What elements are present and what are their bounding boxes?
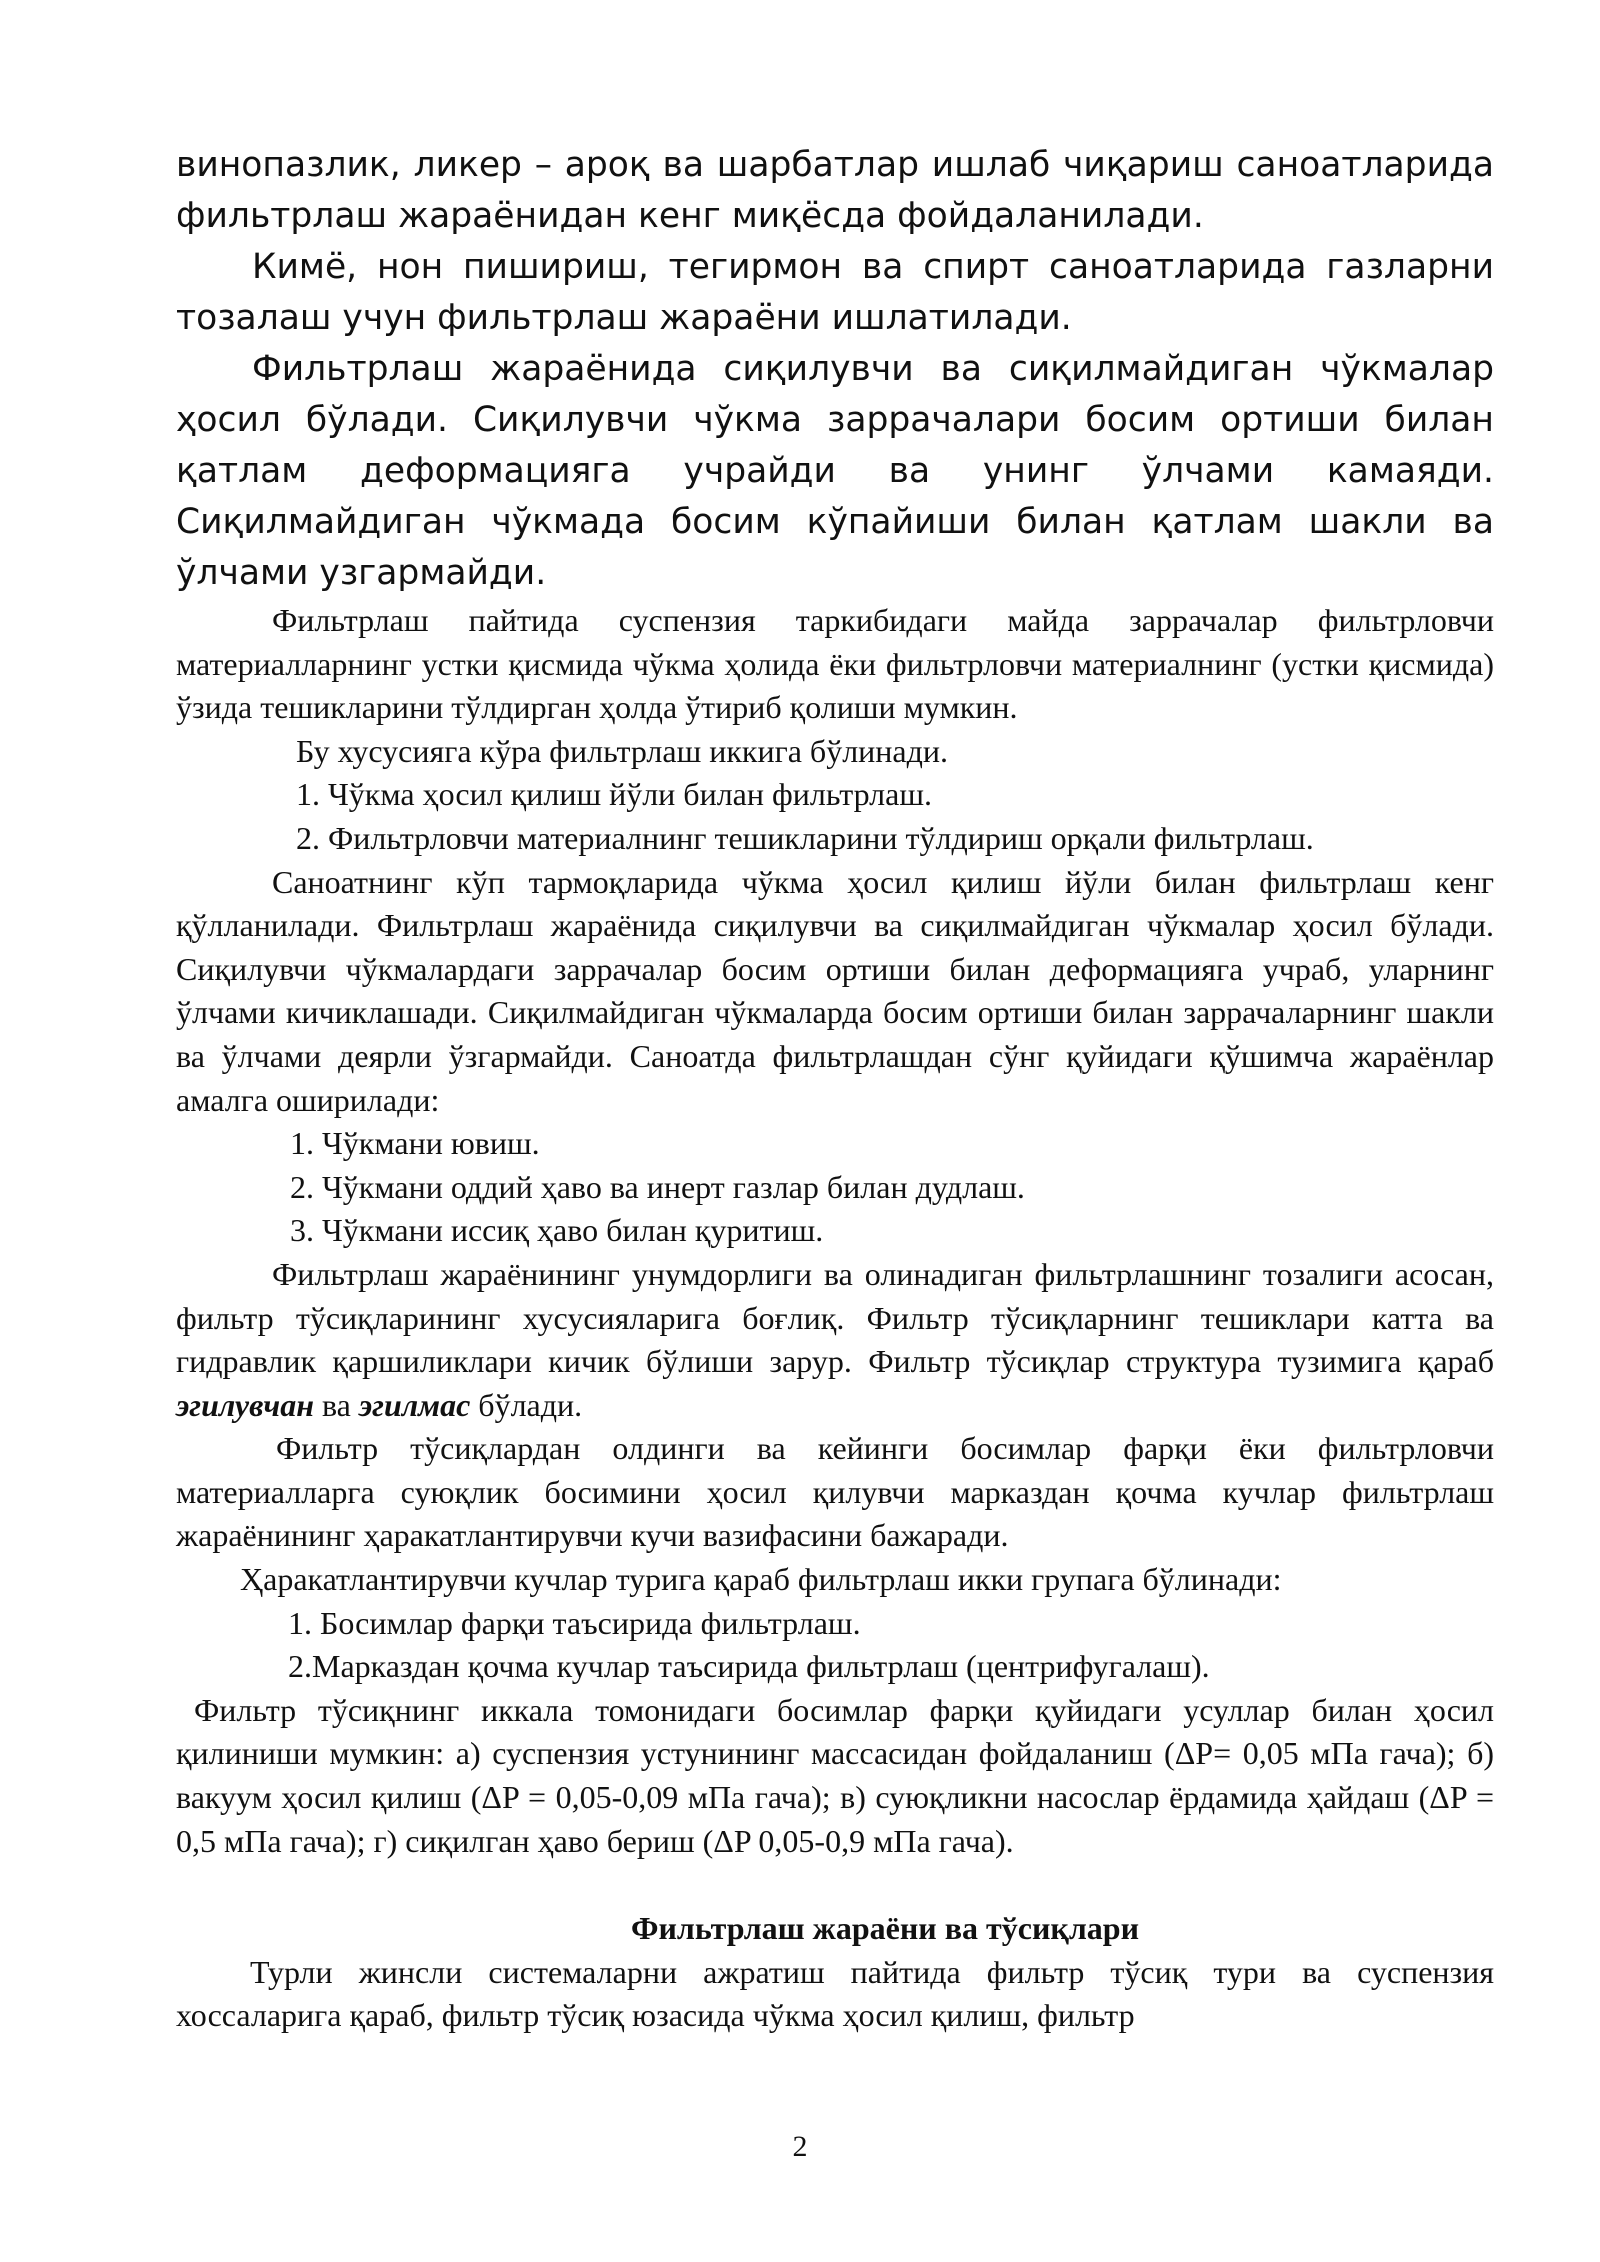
paragraph-pressure-methods: Фильтр тўсиқнинг иккала томонидаги босимлар фарқи қуйидаги усуллар билан ҳосил қилиниши мумкин: а) суспензия устунининг массасидан фойдаланиш (ΔP= 0,05 мПа гача); б) вакуум ҳосил қилиш (ΔP = 0,05-0,09 мПа гача); в) суюқликни насослар ёрдамида ҳайдаш (ΔP = 0,5 мПа гача); г) сиқилган ҳаво бериш (ΔP 0,05-0,9 мПа гача). [176,1691,1494,1859]
sans-section [176,140,1494,599]
paragraph-compressible-sediments: Фильтрлаш жараёнида сиқилувчи ва сиқилмайдиган чўкмалар ҳосил бўлади. Сиқилувчи чўкма заррачалари босим ортиши билан қатлам деформацияга учрайди ва унинг ўлчами камаяди. Сиқилмайдиган чўкмада босим кўпайиши билан қатлам шакли ва ўлчами узгармайди. [176,349,1494,593]
term-rigid: эгилмас [358,1386,471,1423]
paragraph-two-groups: Ҳаракатлантирувчи кучлар турига қараб фильтрлаш икки групага бўлинади: [240,1561,1282,1598]
document-page [176,140,1494,2038]
paragraph-winemaking: винопазлик, ликер – ароқ ва шарбатлар ишлаб чиқариш саноатларида фильтрлаш жараёнидан кенг миқёсда фойдаланилади. [176,145,1494,236]
paragraph-filtration-particles: Фильтрлаш пайтида суспензия таркибидаги майда заррачалар фильтрловчи материалларнинг устки қисмида чўкма ҳолида ёки фильтрловчи материалнинг (устки қисмида) ўзида тешикларини тўлдирган ҳолда ўтириб қолиши мумкин. [176,602,1494,726]
list-item: 1. Чўкма ҳосил қилиш йўли билан фильтрлаш. [296,776,932,813]
sentence-end: бўлади. [470,1386,583,1423]
term-flexible: эгилувчан [176,1386,314,1423]
list-item: 1. Босимлар фарқи таъсирида фильтрлаш. [288,1604,861,1641]
paragraph-gas-cleaning: Кимё, нон пишириш, тегирмон ва спирт саноатларида газларни тозалаш учун фильтрлаш жараёни ишлатилади. [176,247,1494,338]
section-heading: Фильтрлаш жараёни ва тўсиқлари [631,1910,1139,1947]
list-item: 2. Фильтрловчи материалнинг тешикларини тўлдириш орқали фильтрлаш. [296,819,1314,856]
serif-section [176,599,1494,2038]
conjunction: ва [313,1386,359,1423]
page-number: 2 [792,2130,808,2163]
paragraph-industry-filtration: Саноатнинг кўп тармоқларида чўкма ҳосил қилиш йўли билан фильтрлаш кенг қўлланилади. Фильтрлаш жараёнида сиқилувчи ва сиқилмайдиган чўкмалар ҳосил бўлади. Сиқилувчи чўкмалардаги заррачалар босим ортиши билан деформацияга учраб, уларнинг ўлчами кичиклашади. Сиқилмайдиган чўкмаларда босим ортиши билан заррачаларнинг шакли ва ўлчами деярли ўзгармайди. Саноатда фильтрлашдан сўнг қуйидаги қўшимча жараёнлар амалга оширилади: [176,863,1494,1118]
list-item: 2.Марказдан қочма кучлар таъсирида фильтрлаш (центрифугалаш). [288,1648,1210,1685]
paragraph-heterogeneous-systems: Турли жинсли системаларни ажратиш пайтида фильтр тўсиқ тури ва суспензия хоссаларига қараб, фильтр тўсиқ юзасида чўкма ҳосил қилиш, фильтр [176,1953,1494,2034]
paragraph-filter-barriers [176,1253,1494,1427]
paragraph-filter-barriers-text: Фильтрлаш жараёнининг унумдорлиги ва олинадиган фильтрлашнинг тозалиги асосан, фильтр тўсиқларининг хусусияларига боғлиқ. Фильтр тўсиқларнинг тешиклари катта ва гидравлик қаршиликлари кичик бўлиши зарур. Фильтр тўсиқлар структура тузимига қараб [176,1255,1494,1380]
paragraph-driving-force: Фильтр тўсиқлардан олдинги ва кейинги босимлар фарқи ёки фильтрловчи материалларга суюқлик босимини ҳосил қилувчи марказдан қочма кучлар фильтрлаш жараёнининг ҳаракатлантирувчи кучи вазифасини бажаради. [176,1430,1494,1554]
list-item: 1. Чўкмани ювиш. [290,1125,540,1162]
paragraph-classification-intro: Бу хусусияга кўра фильтрлаш иккига бўлинади. [296,732,949,769]
list-item: 3. Чўкмани иссиқ ҳаво билан қуритиш. [290,1212,824,1249]
list-item: 2. Чўкмани оддий ҳаво ва инерт газлар билан дудлаш. [290,1168,1025,1205]
